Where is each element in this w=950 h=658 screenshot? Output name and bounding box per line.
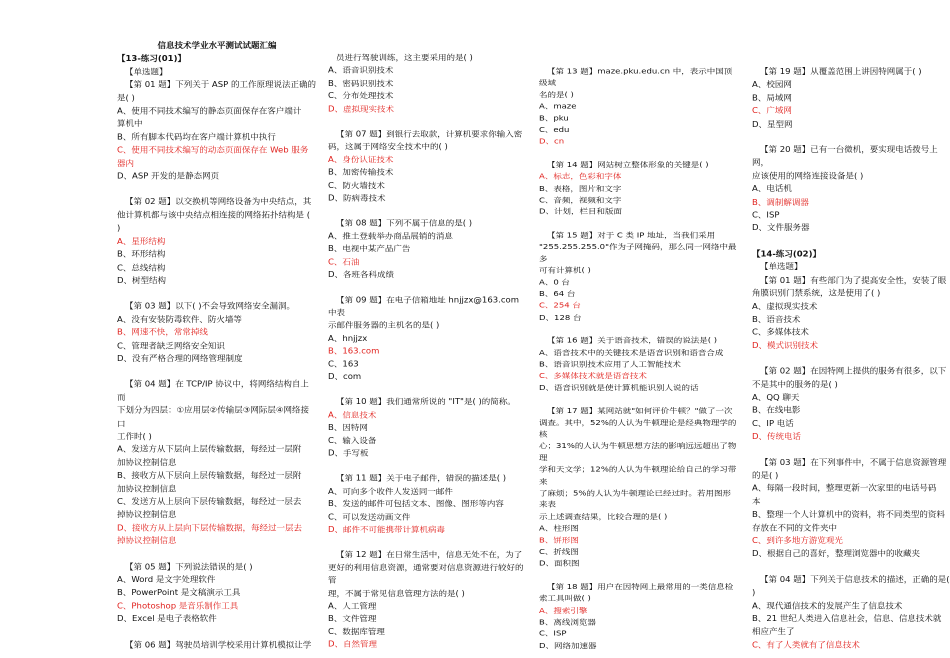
question-stem-line: 【第 03 题】以下( )不会导致网络安全漏洞。 — [125, 302, 296, 312]
answer-option-correct: D、自然管理 — [328, 640, 378, 650]
question-stem-line: "255.255.255.0"作为子网掩码，那么同一网络中最多 — [539, 243, 737, 264]
answer-option: A、Word 是文字处理软件 — [117, 575, 216, 585]
answer-option: C、ISP — [752, 211, 780, 221]
question-stem-line: 是( ) — [117, 94, 135, 104]
question-block — [328, 396, 530, 460]
question-stem-line: 【第 05 题】下列说法错误的是( ) — [125, 562, 253, 572]
answer-option: D、面积图 — [539, 560, 580, 569]
answer-option-correct: C、石油 — [328, 257, 360, 267]
answer-option-correct: C、Photoshop 是音乐制作工具 — [117, 602, 239, 612]
question-stem-line: 调查。其中，52%的人认为牛顿理论是经典物理学的核 — [539, 419, 737, 439]
answer-option: C、IP 电话 — [752, 419, 794, 429]
answer-option: A、柱形图 — [539, 524, 579, 534]
answer-option-correct: C、有了人类就有了信息技术 — [752, 640, 860, 651]
question-type-heading: 【单选题】 — [125, 67, 168, 78]
spacer — [328, 282, 530, 294]
question-stem-line: 【第 14 题】网站树立整体形象的关键是( ) — [547, 161, 709, 170]
answer-option-correct: C、广域网 — [752, 107, 792, 117]
question-stem-line: 更好的利用信息资源，通常要对信息资源进行较好的管 — [328, 563, 524, 586]
question-stem-line: 【第 04 题】下列关于信息技术的描述，正确的是( — [760, 575, 950, 585]
answer-option: B、在线电影 — [752, 406, 801, 416]
answer-option: C、edu — [539, 126, 570, 135]
answer-option-correct: C、254 台 — [539, 302, 581, 311]
question-block — [752, 66, 950, 131]
spacer — [752, 561, 950, 574]
answer-option: D、根据自己的喜好，整理浏览器中的收藏夹 — [752, 549, 921, 559]
question-stem-line: 【第 11 题】关于电子邮件，错误的描述是( ) — [336, 474, 507, 484]
answer-option-correct: D、虚拟现实技术 — [328, 105, 395, 114]
question-stem-line: 他计算机都与该中央结点相连接的网络拓扑结构是 ( — [117, 211, 311, 221]
spacer — [752, 236, 950, 249]
answer-option: D、防病毒技术 — [328, 194, 386, 204]
answer-option: A、推土登载举办商品展销的消息 — [328, 232, 453, 242]
answer-option: D、没有严格合理的网络管理制度 — [117, 354, 243, 364]
answer-option: B、64 台 — [539, 290, 576, 299]
question-stem-line: 【第 08 题】下列不属于信息的是( ) — [336, 219, 473, 229]
spacer — [752, 131, 950, 144]
question-block — [539, 582, 739, 653]
answer-option-correct: 器内 — [117, 159, 135, 169]
question-stem-line: 工作时( ) — [117, 432, 152, 442]
answer-option: B、密码识别技术 — [328, 79, 394, 89]
question-stem-line: 【第 16 题】关于语音技术，错误的说法是( ) — [547, 337, 718, 346]
question-block — [328, 52, 530, 116]
question-type-heading: 【单选题】 — [760, 263, 803, 273]
question-block — [117, 561, 317, 626]
question-stem-line: 【第 20 题】已有一台微机，要实现电话拨号上网， — [752, 145, 938, 168]
spacer — [539, 570, 739, 581]
question-stem-line: 【第 06 题】驾驶员培训学校采用计算机模拟让学 — [125, 640, 312, 650]
answer-option: B、环形结构 — [117, 250, 166, 260]
question-stem-line: 角膜识别门禁系统，这是使用了( ) — [752, 289, 881, 299]
question-stem-line: 【第 10 题】我们通常所说的 "IT"是( )的简称。 — [336, 398, 516, 407]
answer-option: B、电视中某产品广告 — [328, 245, 411, 255]
question-stem-line: 【第 12 题】在日常生活中，信息无处不在，为了 — [336, 551, 523, 560]
answer-option: 掉协议控制信息 — [117, 510, 177, 521]
answer-option-correct: D、接收方从上层向下层传输数据，每经过一层去 — [117, 524, 303, 534]
answer-option-correct: A、身份认证技术 — [328, 155, 394, 165]
answer-option: B、文件管理 — [328, 615, 377, 624]
section-heading: 【14-练习(02)】 — [752, 250, 821, 260]
spacer — [117, 288, 317, 301]
answer-option: C、发送方从上层向下层传输数据，每经过一层去 — [117, 497, 302, 507]
answer-option: A、maze — [539, 102, 577, 112]
answer-option-correct: D、模式识别技术 — [752, 341, 819, 351]
answer-option: A、语音识别技术 — [328, 66, 394, 76]
spacer — [539, 324, 739, 335]
answer-option: A、现代通信技术的发展产生了信息技术 — [752, 601, 903, 611]
spacer — [117, 184, 317, 197]
question-stem-line: 【第 19 题】从覆盖范围上讲因特网属于( ) — [760, 67, 922, 77]
question-stem-line: 下划分为四层：①应用层②传输层③网际层④网络接口 — [117, 406, 309, 429]
answer-option: C、折线图 — [539, 548, 579, 557]
answer-option-correct: A、信息技术 — [328, 410, 377, 420]
answer-option-correct: C、多媒体技术就是语音技术 — [539, 372, 647, 381]
answer-option: D、各班各科成绩 — [328, 270, 395, 280]
answer-option-correct: D、cn — [539, 138, 565, 147]
question-block — [752, 365, 950, 443]
answer-option: B、pku — [539, 114, 569, 123]
question-stem-line: 【第 18 题】用户在因特网上最常用的一类信息检 — [547, 583, 734, 592]
question-stem-line: ) — [752, 588, 756, 598]
answer-option: C、管理者缺乏网络安全知识 — [117, 341, 225, 351]
answer-option: C、总线结构 — [117, 263, 166, 273]
answer-option: B、接收方从下层向上层传输数据，每经过一层附 — [117, 471, 302, 481]
question-block — [328, 473, 530, 537]
answer-option: A、语音技术中的关键技术是语音识别和语音合成 — [539, 348, 724, 358]
answer-option: B、所有脚本代码均在客户端计算机中执行 — [117, 133, 276, 143]
question-stem-line: 示邮件服务器的主机名的是( ) — [328, 321, 440, 331]
question-stem-line: 【第 01 题】有些部门为了提高安全性，安装了眼 — [760, 276, 947, 286]
question-stem-line: 【第 07 题】到银行去取款，计算机要求你输入密 — [336, 130, 523, 140]
spacer — [752, 444, 950, 457]
answer-option: B、语音识别技术应用了人工智能技术 — [539, 360, 681, 369]
answer-option: B、加密传输技术 — [328, 168, 394, 178]
answer-option: 相应产生了 — [752, 627, 795, 637]
answer-option: C、多媒体技术 — [752, 328, 809, 338]
answer-option: 加协议控制信息 — [117, 458, 177, 468]
answer-option: 算机中 — [117, 120, 143, 130]
question-stem-line: 的是( ) — [752, 471, 779, 481]
question-block — [328, 294, 530, 384]
question-block — [539, 66, 739, 148]
answer-option: 本 — [752, 497, 761, 507]
section-heading: 【13-练习(01)】 — [117, 54, 186, 64]
answer-option: A、使用不同技术编写的静态页面保存在客户端计 — [117, 107, 302, 117]
question-block — [539, 160, 739, 219]
answer-option: C、ISP — [539, 630, 567, 639]
question-stem-line: 可有计算机( ) — [539, 266, 591, 276]
spacer — [328, 205, 530, 217]
answer-option-correct: D、传统电话 — [752, 432, 802, 442]
question-stem-line: 心；31%的人认为牛顿思想方法的影响远远超出了物理 — [539, 442, 737, 463]
answer-option-correct: C、到许多地方游览观光 — [752, 536, 843, 546]
question-stem-line: 【第 09 题】在电子信箱地址 hnjjzx@163.com 中表 — [328, 296, 519, 318]
question-block — [752, 574, 950, 652]
answer-option: C、可以发送动画文件 — [328, 512, 411, 522]
answer-option: B、PowerPoint 是文稿演示工具 — [117, 588, 241, 599]
answer-option: D、树型结构 — [117, 276, 167, 286]
question-stem-line: 【第 04 题】在 TCP/IP 协议中，将网络结构自上而 — [117, 380, 309, 403]
answer-option: B、局域网 — [752, 93, 792, 104]
answer-option: D、128 台 — [539, 313, 582, 323]
spacer — [117, 366, 317, 379]
question-block — [328, 218, 530, 282]
spacer — [328, 116, 530, 128]
answer-option: B、发送的邮件可包括文本、图像、图形等内容 — [328, 500, 504, 510]
answer-option: D、计划，栏目和版面 — [539, 208, 623, 217]
answer-option-correct: D、邮件不可能携带计算机病毒 — [328, 525, 446, 535]
answer-option: A、可向多个收件人发送同一邮件 — [328, 487, 453, 497]
spacer — [539, 148, 739, 159]
answer-option: A、0 台 — [539, 278, 570, 287]
answer-option: D、com — [328, 372, 362, 382]
column-1 — [117, 40, 317, 652]
answer-option: B、表格，图片和文字 — [539, 184, 622, 194]
question-block — [539, 230, 739, 324]
question-stem-line: 学和天文学；12%的人认为牛顿理论给自己的学习带来 — [539, 466, 737, 487]
question-stem-line: 应该使用的网络连接设备是( ) — [752, 171, 864, 182]
answer-option: C、防火墙技术 — [328, 181, 385, 191]
answer-option: 加协议控制信息 — [117, 484, 177, 494]
spacer — [328, 460, 530, 472]
column-3 — [539, 66, 739, 652]
answer-option: B、语音技术 — [752, 315, 801, 325]
question-block — [117, 379, 317, 549]
question-block — [539, 335, 739, 394]
answer-option: D、文件服务器 — [752, 224, 810, 234]
spacer — [328, 537, 530, 549]
document-title: 信息技术学业水平测试试题汇编 — [157, 41, 277, 51]
answer-option-correct: A、标志，色彩和字体 — [539, 173, 622, 182]
question-stem-line: 【第 02 题】以交换机等网络设备为中央结点，其 — [125, 198, 312, 208]
answer-option: C、输入设备 — [328, 436, 377, 446]
spacer — [539, 394, 739, 405]
question-block — [117, 301, 317, 366]
question-stem-line: ) — [117, 224, 121, 234]
question-stem-line: 【第 15 题】对于 C 类 IP 地址，当我们采用 — [547, 231, 716, 240]
answer-option-correct: B、饼形图 — [539, 536, 579, 545]
answer-option: B、因特网 — [328, 423, 368, 433]
question-stem-line: 不是其中的服务的是( ) — [752, 380, 838, 390]
answer-option: D、网络加速器 — [539, 642, 597, 651]
question-block — [117, 196, 317, 287]
answer-option: A、校园网 — [752, 80, 792, 90]
answer-option: C、音频，视频和文字 — [539, 196, 622, 205]
answer-option: B、21 世纪人类进入信息社会，信息、信息技术就 — [752, 614, 942, 624]
answer-option: D、星型网 — [752, 120, 793, 130]
answer-option: C、数据库管理 — [328, 627, 385, 637]
column-2 — [328, 52, 530, 652]
answer-option: A、hnjjzx — [328, 334, 368, 344]
answer-option: A、QQ 聊天 — [752, 393, 800, 403]
spacer — [328, 384, 530, 396]
question-stem-line: 索工具叫做( ) — [539, 595, 591, 604]
answer-option: B、离线浏览器 — [539, 618, 596, 627]
answer-option: A、没有安装防毒软件、防火墙等 — [117, 315, 242, 325]
question-block — [117, 79, 317, 183]
question-block — [752, 144, 950, 235]
spacer — [117, 548, 317, 561]
answer-option: D、语音识别就是使计算机能识别人说的话 — [539, 384, 699, 393]
answer-option: C、163 — [328, 360, 359, 369]
answer-option: 存放在不同的文件夹中 — [752, 523, 838, 533]
answer-option: A、电话机 — [752, 185, 792, 195]
answer-option: A、人工管理 — [328, 602, 377, 612]
answer-option: C、分布处理技术 — [328, 92, 394, 102]
question-block — [752, 457, 950, 562]
question-stem-line: 【第 02 题】在因特网上提供的服务有很多，以下 — [760, 367, 947, 377]
answer-option: D、Excel 是电子表格软件 — [117, 615, 217, 625]
answer-option-correct: 掉协议控制信息 — [117, 537, 177, 547]
question-stem-line: 【第 17 题】某网站就"如何评价牛顿？"做了一次 — [547, 407, 733, 416]
question-stem-line: 示上述调查结果，比较合理的是( ) — [539, 513, 668, 522]
question-block — [117, 639, 317, 652]
answer-option: D、ASP 开发的是静态网页 — [117, 172, 220, 182]
question-block — [328, 549, 530, 651]
answer-option-correct: B、163.com — [328, 347, 380, 357]
question-stem-line: 【第 01 题】下列关于 ASP 的工作原理说法正确的 — [125, 80, 316, 91]
question-stem-line: 【第 13 题】maze.pku.edu.cn 中，表示中国顶级域 — [539, 67, 733, 88]
spacer — [752, 353, 950, 366]
answer-option: A、发送方从下层向上层传输数据，每经过一层附 — [117, 445, 302, 455]
answer-option-correct: C、使用不同技术编写的动态页面保存在 Web 服务 — [117, 146, 309, 156]
question-block — [752, 274, 950, 352]
answer-option-correct: A、星形结构 — [117, 237, 166, 247]
question-stem-line: 理，不属于常见信息管理方法的是( ) — [328, 589, 465, 599]
spacer — [117, 626, 317, 639]
answer-option-correct: A、搜索引擎 — [539, 606, 588, 616]
spacer — [539, 219, 739, 230]
answer-option-correct: B、网速不快，常常掉线 — [117, 328, 208, 338]
answer-option: D、手写板 — [328, 449, 369, 459]
answer-option: B、整理一个人计算机中的资料，将不同类型的资料 — [752, 510, 945, 520]
question-block — [539, 406, 739, 571]
answer-option-correct: B、调制解调器 — [752, 198, 809, 208]
answer-option: A、每隔一段时间，整理更新一次家里的电话号码 — [752, 484, 937, 494]
question-stem-line: 了麻烦；5%的人认为牛顿理论已经过时。若用图形来表 — [539, 489, 731, 510]
question-stem-line: 【第 03 题】在下列事件中，不属于信息资源管理 — [760, 458, 947, 468]
question-stem-line: 码，这属于网络安全技术中的( ) — [328, 143, 448, 152]
column-4 — [752, 66, 950, 652]
question-block — [328, 128, 530, 205]
question-stem-line: 员进行驾驶训练，这主要采用的是( ) — [336, 53, 473, 63]
question-stem-line: 名的是( ) — [539, 91, 574, 100]
answer-option: A、虚拟现实技术 — [752, 302, 818, 312]
